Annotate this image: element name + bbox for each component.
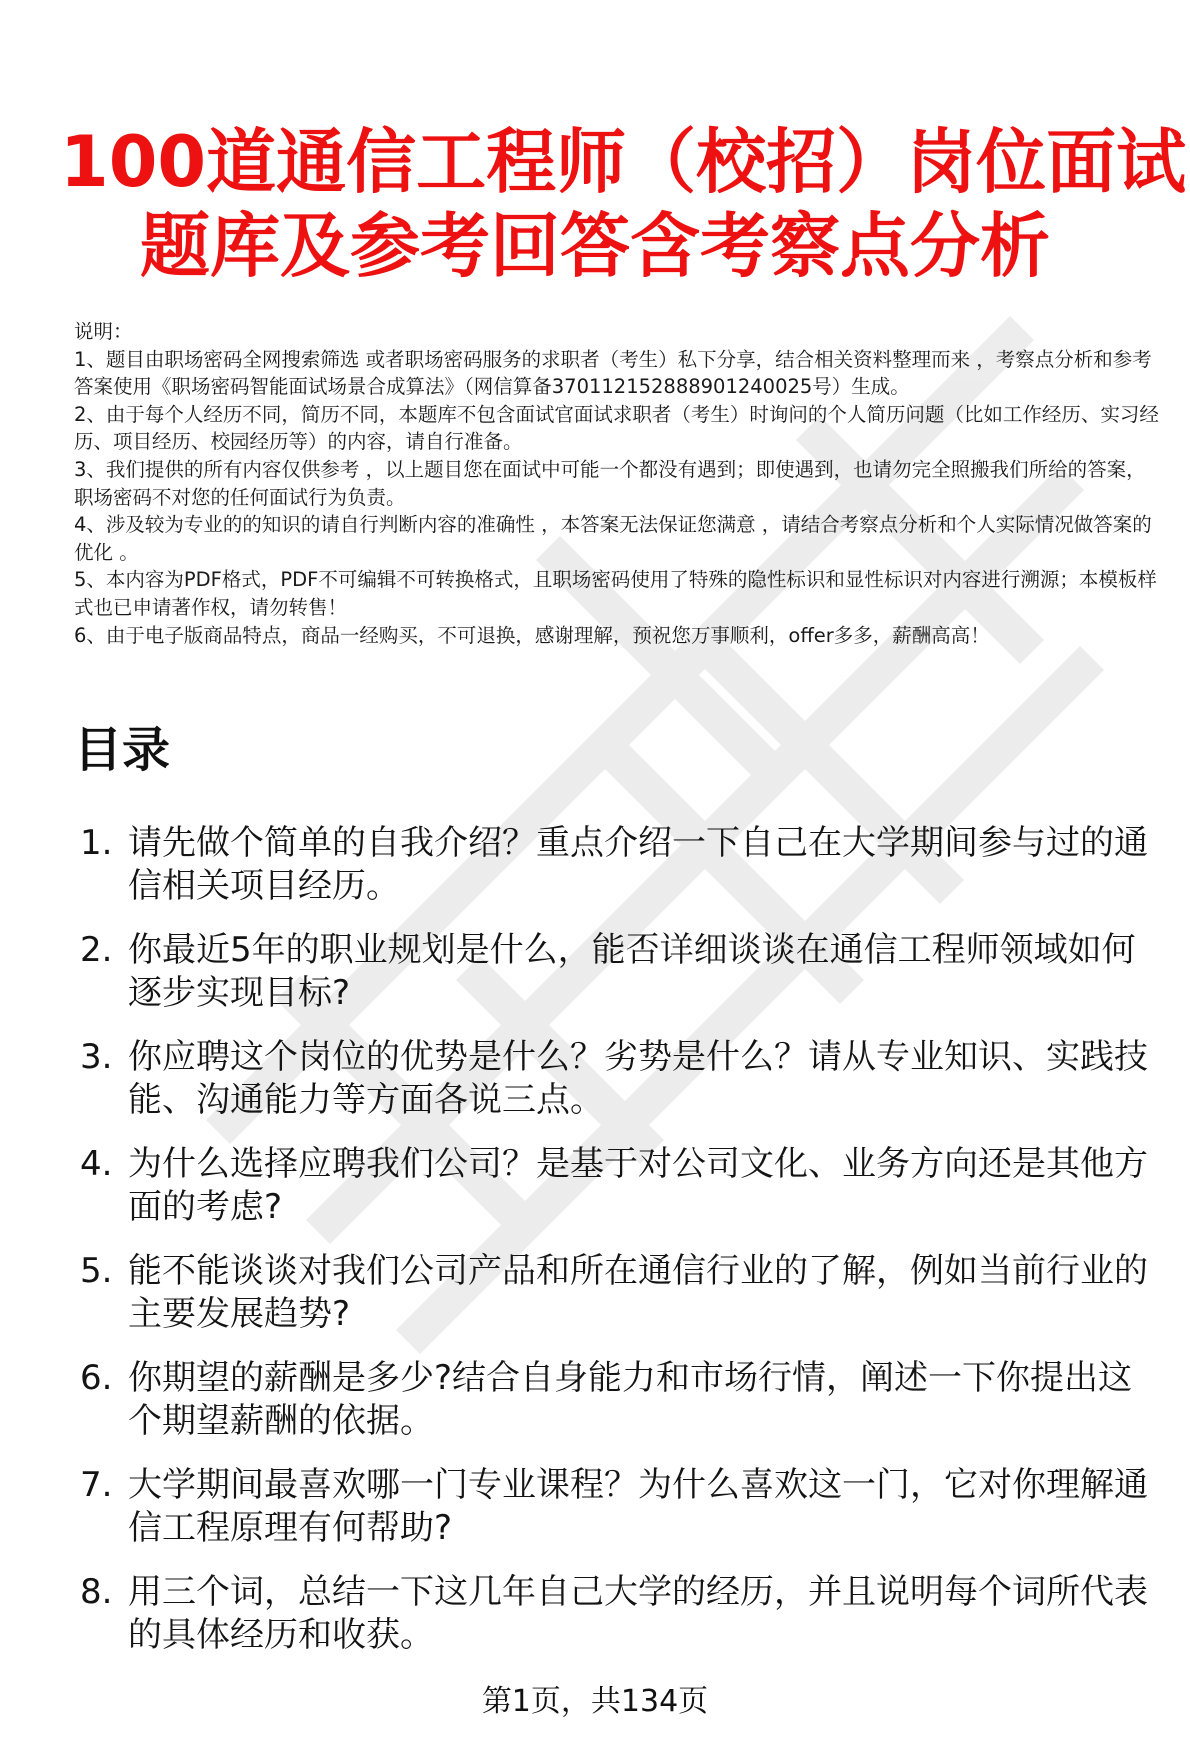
document-title-line-2: 题库及参考回答含考察点分析 [140,205,1050,287]
toc-item[interactable] [74,929,1164,1015]
toc-item[interactable] [74,1143,1164,1229]
toc-item[interactable] [74,1250,1164,1336]
notes-item: 4、涉及较为专业的的知识的请自行判断内容的准确性 ，本答案无法保证您满意 ，请结合考察点分析和个人实际情况做答案的优化 。 [74,513,1152,564]
notes-item: 3、我们提供的所有内容仅供参考 ，以上题目您在面试中可能一个都没有遇到；即使遇到，也请勿完全照搬我们所给的答案，职场密码不对您的任何面试行为负责。 [74,457,1146,509]
notes-item: 2、由于每个人经历不同，简历不同，本题库不包含面试官面试求职者（考生）时询问的个人简历问题（比如工作经历、实习经历、项目经历、校园经历等）的内容，请自行准备。 [74,402,1159,454]
toc-item-number: 5. [80,1251,113,1291]
toc-item-number: 6. [80,1358,113,1398]
toc-item-number: 3. [80,1037,113,1077]
notes-heading: 说明： [74,320,133,343]
notes-section [74,318,1160,649]
toc-item-text: 你最近5年的职业规划是什么，能否详细谈谈在通信工程师领域如何逐步实现目标? [128,930,1136,1013]
toc-item[interactable] [74,822,1164,908]
notes-item: 5、本内容为PDF格式，PDF不可编辑不可转换格式，且职场密码使用了特殊的隐性标识和显性标识对内容进行溯源；本模板样式也已申请著作权，请勿转售！ [74,568,1157,619]
toc-heading: 目录 [74,722,171,778]
notes-item: 6、由于电子版商品特点，商品一经购买，不可退换，感谢理解，预祝您万事顺利，offer多多，薪酬高高！ [74,623,990,647]
toc-item-text: 用三个词，总结一下这几年自己大学的经历，并且说明每个词所代表的具体经历和收获。 [128,1572,1148,1655]
page-footer: 第1页，共134页 [481,1684,709,1719]
toc-item-text: 大学期间最喜欢哪一门专业课程？为什么喜欢这一门，它对你理解通信工程原理有何帮助? [128,1465,1148,1548]
toc-item-text: 为什么选择应聘我们公司？是基于对公司文化、业务方向还是其他方面的考虑? [128,1144,1148,1227]
toc-list [74,822,1164,1678]
toc-item-text: 你期望的薪酬是多少?结合自身能力和市场行情，阐述一下你提出这个期望薪酬的依据。 [128,1358,1133,1441]
toc-item-text: 能不能谈谈对我们公司产品和所在通信行业的了解，例如当前行业的主要发展趋势? [128,1251,1148,1334]
toc-item[interactable] [74,1571,1164,1657]
toc-item-number: 1. [80,823,113,863]
toc-item-number: 7. [80,1465,113,1505]
toc-item-number: 2. [80,930,113,970]
toc-item-text: 请先做个简单的自我介绍？重点介绍一下自己在大学期间参与过的通信相关项目经历。 [128,823,1148,906]
toc-item-number: 8. [80,1572,113,1612]
toc-item[interactable] [74,1464,1164,1550]
toc-item[interactable] [74,1357,1164,1443]
notes-item: 1、题目由职场密码全网搜索筛选 或者职场密码服务的求职者（考生）私下分享，结合相关资料整理而来 ，考察点分析和参考答案使用《职场密码智能面试场景合成算法》（网信算备370112152888901240025号）生成。 [74,347,1152,399]
toc-item-number: 4. [80,1144,113,1184]
document-title-line-1: 100道通信工程师（校招）岗位面试 [60,121,1187,203]
toc-item[interactable] [74,1036,1164,1122]
toc-item-text: 你应聘这个岗位的优势是什么？劣势是什么？请从专业知识、实践技能、沟通能力等方面各说三点。 [128,1037,1148,1120]
